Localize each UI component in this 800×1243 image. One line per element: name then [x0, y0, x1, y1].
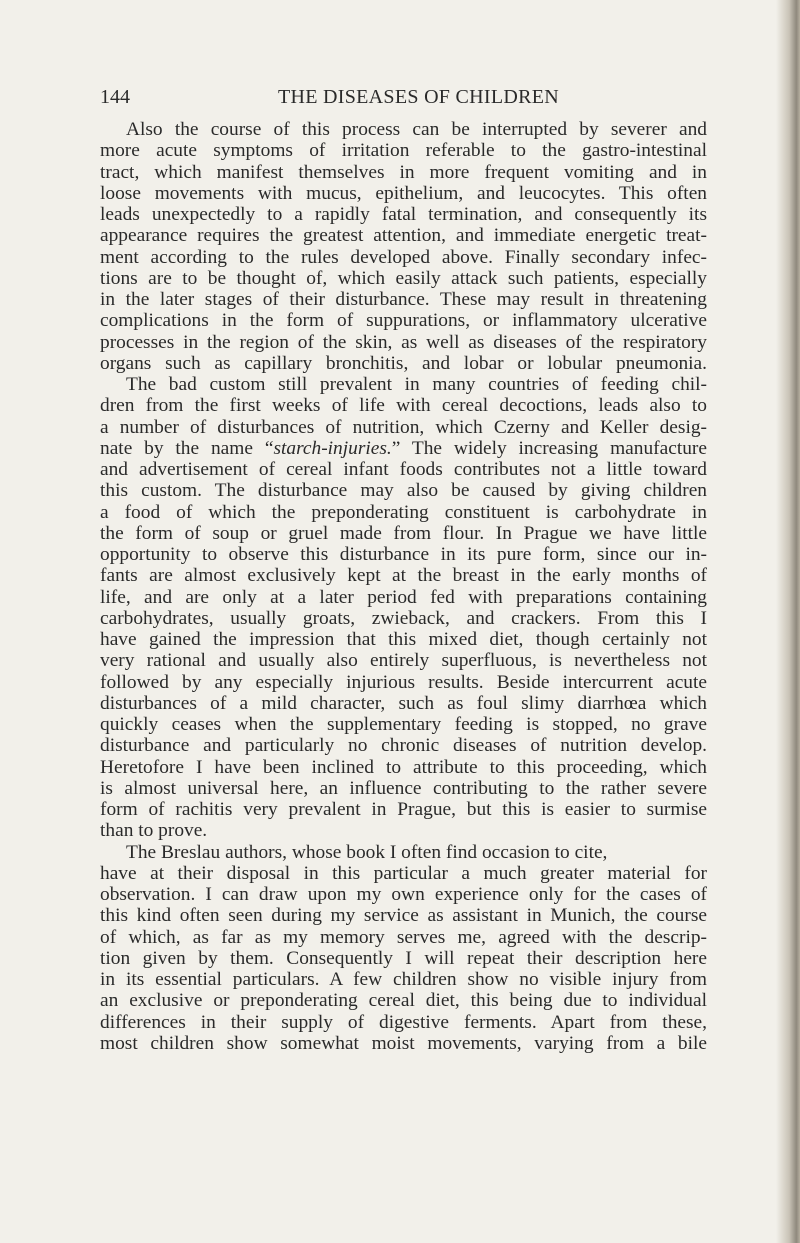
text-line: [100, 820, 707, 841]
text-line: [100, 863, 707, 884]
text-line: [100, 374, 707, 395]
text-line: [100, 927, 707, 948]
page-number: 144: [100, 86, 130, 108]
text-line: [100, 480, 707, 501]
text-line: [100, 544, 707, 565]
text-segment: leads unexpectedly to a rapidly fatal termination, and consequently its: [100, 204, 707, 225]
text-segment: of which, as far as my memory serves me, agreed with the descrip-: [100, 926, 707, 948]
text-line: [100, 119, 707, 140]
text-line: [100, 587, 707, 608]
text-segment: very rational and usually also entirely superfluous, is nevertheless not: [100, 650, 707, 672]
text-segment: more acute symptoms of irritation referable to the gastro-intestinal: [100, 140, 707, 162]
text-segment: opportunity to observe this disturbance in its pure form, since our in-: [100, 544, 707, 565]
text-line: [100, 310, 707, 331]
text-segment: tion given by them. Consequently I will repeat their description here: [100, 947, 707, 969]
text-segment: this kind often seen during my service as assistant in Munich, the course: [100, 905, 707, 927]
text-segment: disturbances of a mild character, such as foul slimy diarrhœa which: [100, 692, 707, 714]
text-segment: The bad custom still prevalent in many countries of feeding chil-: [126, 374, 707, 395]
text-line: [100, 693, 707, 714]
text-line: [100, 1033, 707, 1054]
text-line: [100, 650, 707, 671]
text-line: [100, 1012, 707, 1033]
text-line: [100, 990, 707, 1011]
text-line: [100, 395, 707, 416]
text-segment: followed by any especially injurious results. Beside intercurrent acute: [100, 671, 707, 693]
text-line: [100, 884, 707, 905]
running-title: THE DISEASES OF CHILDREN: [277, 86, 560, 108]
text-line: [100, 523, 707, 544]
text-segment: have gained the impression that this mixed diet, though certainly not: [100, 629, 707, 650]
text-segment: complications in the form of suppurations, or inflammatory ulcerative: [100, 310, 707, 332]
text-line: [100, 183, 707, 204]
text-segment: loose movements with mucus, epithelium, and leucocytes. This often: [100, 182, 707, 204]
text-segment: have at their disposal in this particular a much greater material for: [100, 862, 707, 884]
text-segment: The Breslau authors, whose book I often find occasion to cite,: [126, 841, 608, 863]
text-segment: life, and are only at a later period fed with preparations containing: [100, 586, 707, 608]
text-line: [100, 842, 707, 863]
text-line: [100, 948, 707, 969]
page-header: [100, 86, 707, 110]
text-line: [100, 332, 707, 353]
text-segment: Also the course of this process can be interrupted by severer and: [126, 119, 707, 140]
text-line: [100, 162, 707, 183]
text-segment: ” The widely increasing manufacture: [391, 437, 707, 459]
text-segment: the form of soup or gruel made from flour. In Prague we have little: [100, 522, 707, 544]
text-segment: nate by the name “: [100, 437, 274, 459]
text-line: [100, 289, 707, 310]
text-segment: observation. I can draw upon my own experience only for the cases of: [100, 884, 707, 905]
text-segment: and advertisement of cereal infant foods contributes not a little toward: [100, 459, 707, 480]
text-segment: differences in their supply of digestive ferments. Apart from these,: [100, 1011, 707, 1033]
text-segment: a number of disturbances of nutrition, which Czerny and Keller desig-: [100, 416, 707, 438]
text-segment: tions are to be thought of, which easily attack such patients, especially: [100, 267, 707, 289]
text-line: [100, 204, 707, 225]
text-segment: ment according to the rules developed above. Finally secondary infec-: [100, 246, 707, 268]
text-line: [100, 565, 707, 586]
text-segment: organs such as capillary bronchitis, and lobar or lobular pneumonia.: [100, 352, 707, 374]
text-segment: in the later stages of their disturbance. These may result in threatening: [100, 289, 707, 310]
text-segment: form of rachitis very prevalent in Prague, but this is easier to surmise: [100, 799, 707, 820]
text-line: [100, 353, 707, 374]
italic-term: starch-injuries.: [273, 437, 392, 459]
text-line: [100, 778, 707, 799]
text-segment: in its essential particulars. A few children show no visible injury from: [100, 969, 707, 990]
text-segment: quickly ceases when the supplementary feeding is stopped, no grave: [100, 714, 707, 735]
text-line: [100, 799, 707, 820]
text-segment: dren from the first weeks of life with cereal decoctions, leads also to: [100, 395, 707, 417]
text-line: [100, 268, 707, 289]
page-edge-shadow: [776, 0, 800, 1243]
text-segment: processes in the region of the skin, as well as diseases of the respiratory: [100, 331, 707, 353]
text-line: [100, 714, 707, 735]
text-line: [100, 672, 707, 693]
text-line: [100, 459, 707, 480]
text-segment: appearance requires the greatest attention, and immediate energetic treat-: [100, 225, 707, 247]
text-segment: a food of which the preponderating constituent is carbohydrate in: [100, 501, 707, 523]
text-line: [100, 608, 707, 629]
text-segment: than to prove.: [100, 820, 208, 842]
text-line: [100, 417, 707, 438]
text-segment: tract, which manifest themselves in more frequent vomiting and in: [100, 161, 707, 183]
text-segment: this custom. The disturbance may also be caused by giving children: [100, 480, 707, 502]
text-line: [100, 225, 707, 246]
text-line: [100, 502, 707, 523]
text-line: [100, 757, 707, 778]
text-line: [100, 140, 707, 161]
text-segment: carbohydrates, usually groats, zwieback, and crackers. From this I: [100, 607, 707, 629]
text-segment: is almost universal here, an influence contributing to the rather severe: [100, 777, 707, 799]
text-segment: disturbance and particularly no chronic diseases of nutrition develop.: [100, 735, 707, 757]
text-line: [100, 735, 707, 756]
text-line: [100, 438, 707, 459]
text-segment: an exclusive or preponderating cereal diet, this being due to individual: [100, 990, 707, 1012]
text-segment: Heretofore I have been inclined to attribute to this proceeding, which: [100, 756, 707, 778]
text-line: [100, 629, 707, 650]
text-line: [100, 247, 707, 268]
text-line: [100, 969, 707, 990]
text-segment: fants are almost exclusively kept at the breast in the early months of: [100, 565, 707, 587]
body-text: [100, 119, 707, 1054]
text-segment: most children show somewhat moist movements, varying from a bile: [100, 1032, 707, 1054]
text-line: [100, 905, 707, 926]
